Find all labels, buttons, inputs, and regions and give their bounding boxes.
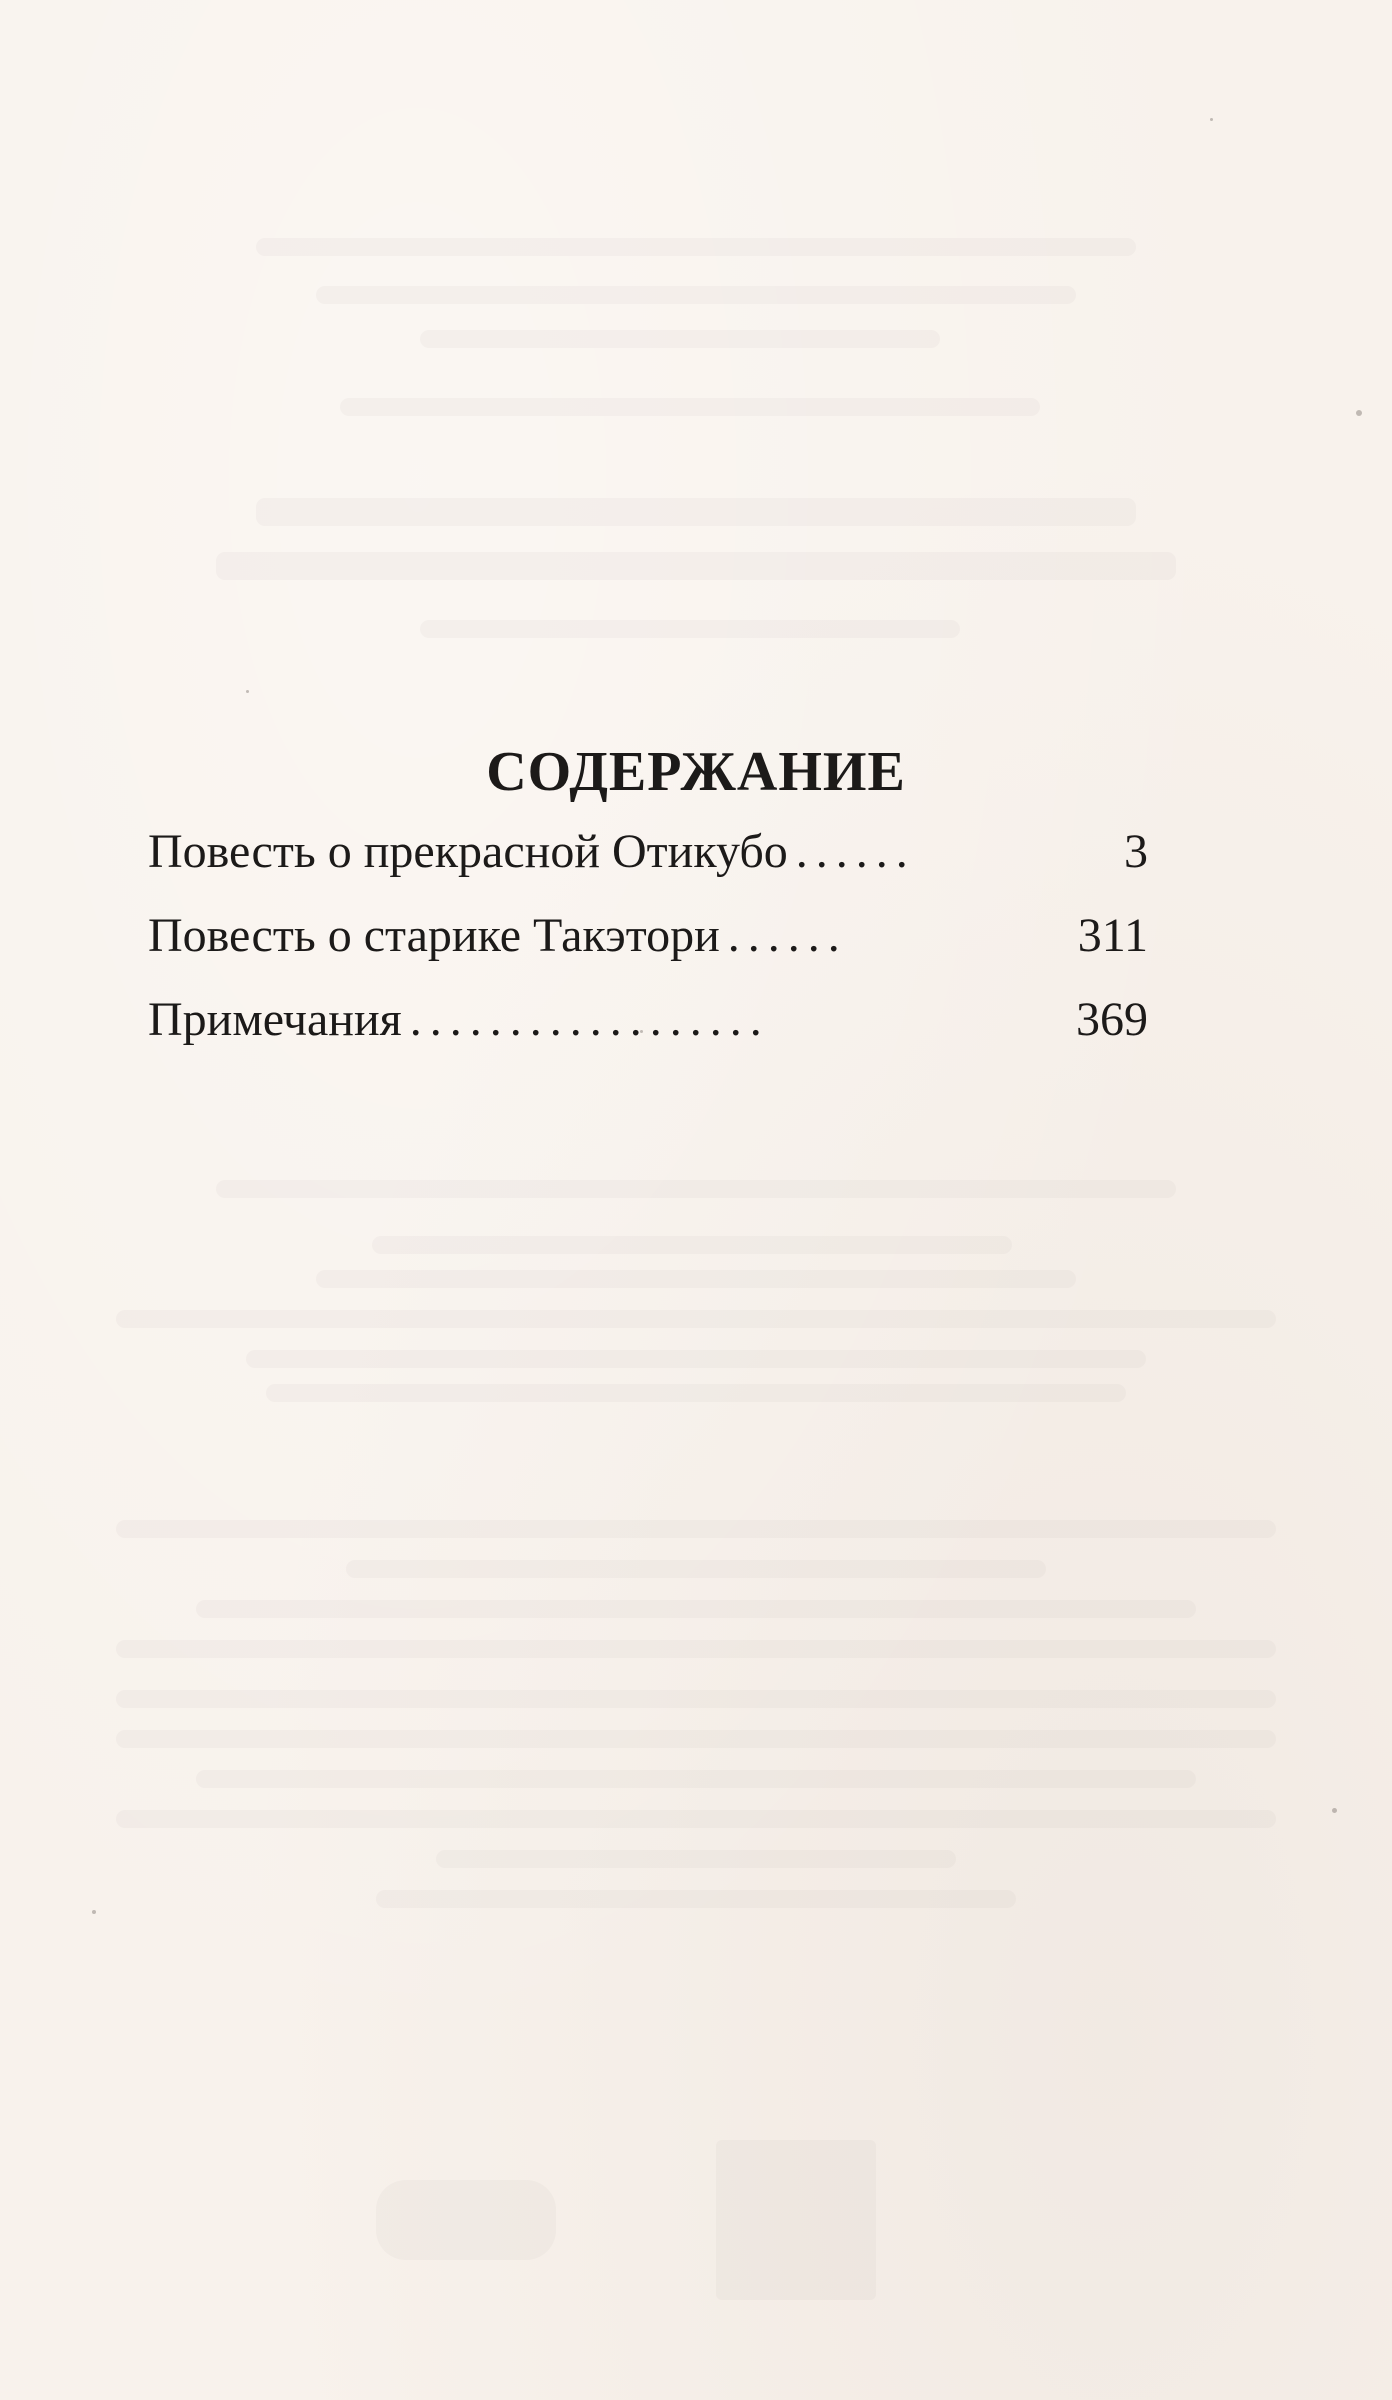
show-through-line — [256, 238, 1136, 256]
toc-entry-page: 369 — [1076, 993, 1148, 1046]
show-through-line — [256, 498, 1136, 526]
show-through-mark — [376, 2180, 556, 2260]
show-through-line — [316, 286, 1076, 304]
toc-entry-page: 3 — [1124, 825, 1148, 878]
contents-heading: СОДЕРЖАНИЕ — [486, 740, 906, 803]
toc-entry-page: 311 — [1077, 909, 1148, 962]
speck — [1356, 410, 1362, 416]
toc-entry — [148, 993, 1148, 1080]
show-through-line — [346, 1560, 1046, 1578]
show-through-line — [436, 1850, 956, 1868]
table-of-contents — [148, 825, 1148, 1080]
show-through-line — [116, 1520, 1276, 1538]
show-through-line — [372, 1236, 1012, 1254]
show-through-mark — [716, 2140, 876, 2300]
toc-entry-leader: ...... — [727, 912, 848, 960]
show-through-line — [116, 1690, 1276, 1708]
toc-entry-title: Повесть о старике Такэтори — [148, 909, 720, 962]
speck — [640, 1030, 643, 1033]
show-through-line — [196, 1770, 1196, 1788]
show-through-line — [116, 1640, 1276, 1658]
show-through-line — [216, 1180, 1176, 1198]
show-through-line — [116, 1310, 1276, 1328]
toc-entry-title: Примечания — [148, 993, 402, 1046]
toc-entry-leader: ...... — [795, 828, 916, 876]
toc-entry-title: Повесть о прекрасной Отикубо — [148, 825, 788, 878]
show-through-line — [196, 1600, 1196, 1618]
show-through-line — [266, 1384, 1126, 1402]
show-through-line — [316, 1270, 1076, 1288]
show-through-line — [376, 1890, 1016, 1908]
speck — [92, 1910, 96, 1914]
show-through-line — [420, 330, 940, 348]
show-through-line — [420, 620, 960, 638]
speck — [246, 690, 249, 693]
show-through-line — [216, 552, 1176, 580]
show-through-line — [340, 398, 1040, 416]
show-through-line — [116, 1810, 1276, 1828]
toc-entry — [148, 909, 1148, 996]
speck — [1210, 118, 1213, 121]
show-through-line — [116, 1730, 1276, 1748]
speck — [1332, 1808, 1337, 1813]
toc-entry-leader: .................. — [409, 996, 770, 1044]
toc-entry — [148, 825, 1148, 912]
show-through-line — [246, 1350, 1146, 1368]
